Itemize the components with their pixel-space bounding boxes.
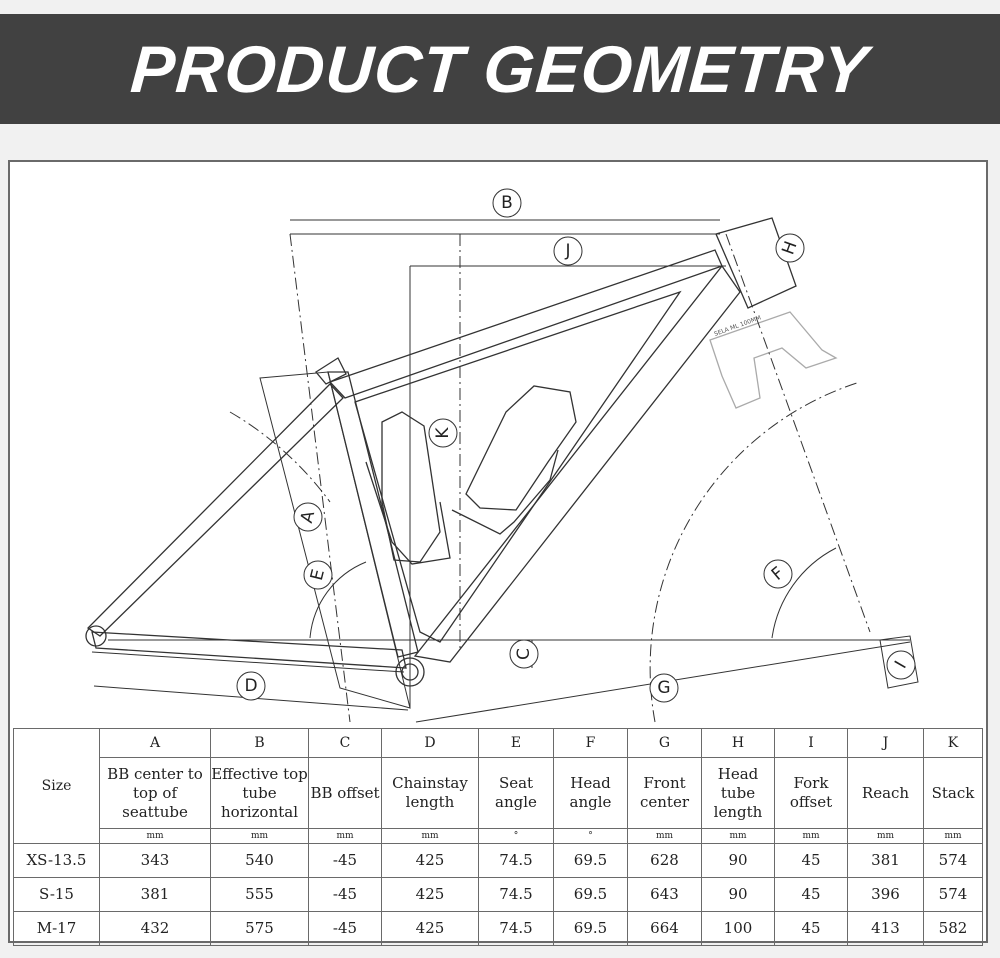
top-tube [330,250,722,398]
col-name: Effective top tube horizontal [211,758,309,829]
value-cell: 432 [100,912,211,946]
value-cell: -45 [309,844,382,878]
value-cell: 45 [775,878,848,912]
bottle-right [466,386,576,510]
col-name: Stack [924,758,983,829]
col-unit: ° [554,829,628,844]
col-name: Reach [848,758,924,829]
value-cell: 396 [848,878,924,912]
label-h: H [778,238,802,258]
col-name: Head tube length [702,758,775,829]
value-cell: 45 [775,844,848,878]
col-letter: D [382,729,479,758]
col-letter: G [628,729,702,758]
value-cell: 69.5 [554,878,628,912]
label-k: K [433,427,453,439]
col-letter: H [702,729,775,758]
seat-clamp [316,358,346,384]
value-cell: 575 [211,912,309,946]
table-row [14,844,983,878]
geometry-table [13,728,983,946]
col-letter: I [775,729,848,758]
col-unit: mm [924,829,983,844]
col-unit: mm [309,829,382,844]
col-letter: B [211,729,309,758]
value-cell: 643 [628,878,702,912]
head-tube [716,218,796,308]
col-unit: mm [211,829,309,844]
label-d: D [244,676,258,696]
size-cell: S-15 [14,878,100,912]
value-cell: 413 [848,912,924,946]
rear-dropout [86,626,106,646]
value-cell: 90 [702,844,775,878]
value-cell: 90 [702,878,775,912]
front-triangle-inner [355,292,680,642]
col-unit: mm [100,829,211,844]
fork-label: SELA ML 100MM [713,314,763,338]
col-name: Chainstay length [382,758,479,829]
title-banner [0,14,1000,124]
col-letter: J [848,729,924,758]
label-c: C [514,648,534,660]
col-unit: mm [775,829,848,844]
value-cell: 100 [702,912,775,946]
value-cell: -45 [309,878,382,912]
geometry-sheet [8,160,988,943]
col-letter: K [924,729,983,758]
col-name: BB offset [309,758,382,829]
col-letter: A [100,729,211,758]
table-row [14,878,983,912]
col-name: Front center [628,758,702,829]
value-cell: 381 [848,844,924,878]
chain-stay [92,632,406,668]
value-cell: 574 [924,844,983,878]
label-b: B [501,193,513,213]
units-row [14,829,983,844]
value-cell: 74.5 [479,878,554,912]
seat-tube-axis [290,234,350,722]
seat-tube [328,372,418,657]
dim-b-line [290,220,720,234]
size-cell: M-17 [14,912,100,946]
dim-a-box [260,372,410,708]
value-cell: 343 [100,844,211,878]
value-cell: 540 [211,844,309,878]
value-cell: 74.5 [479,844,554,878]
col-unit: mm [382,829,479,844]
col-letter: C [309,729,382,758]
value-cell: 69.5 [554,844,628,878]
label-j: J [565,241,571,261]
col-letter: F [554,729,628,758]
table-row [14,912,983,946]
col-letter: E [479,729,554,758]
label-e: E [306,567,330,583]
head-tube-axis [726,234,870,632]
col-name: Seat angle [479,758,554,829]
value-cell: 69.5 [554,912,628,946]
size-header: Size [14,729,100,844]
value-cell: 381 [100,878,211,912]
value-cell: 45 [775,912,848,946]
frame-geometry-diagram [10,162,986,728]
value-cell: 628 [628,844,702,878]
value-cell: 425 [382,912,479,946]
value-cell: 574 [924,878,983,912]
col-unit: mm [628,829,702,844]
label-i: I [891,657,911,673]
col-unit: mm [702,829,775,844]
label-f: F [767,563,789,585]
page-title: PRODUCT GEOMETRY [128,32,872,106]
value-cell: 425 [382,878,479,912]
value-cell: -45 [309,912,382,946]
col-unit: mm [848,829,924,844]
col-unit: ° [479,829,554,844]
value-cell: 664 [628,912,702,946]
col-name: Head angle [554,758,628,829]
label-a: A [296,508,320,526]
value-cell: 74.5 [479,912,554,946]
value-cell: 555 [211,878,309,912]
letters-row [14,729,983,758]
dim-j-line [410,266,726,708]
col-name: BB center to top of seattube [100,758,211,829]
value-cell: 425 [382,844,479,878]
col-name: Fork offset [775,758,848,829]
value-cell: 582 [924,912,983,946]
label-g: G [657,678,671,698]
names-row [14,758,983,829]
size-cell: XS-13.5 [14,844,100,878]
down-tube [415,266,740,662]
